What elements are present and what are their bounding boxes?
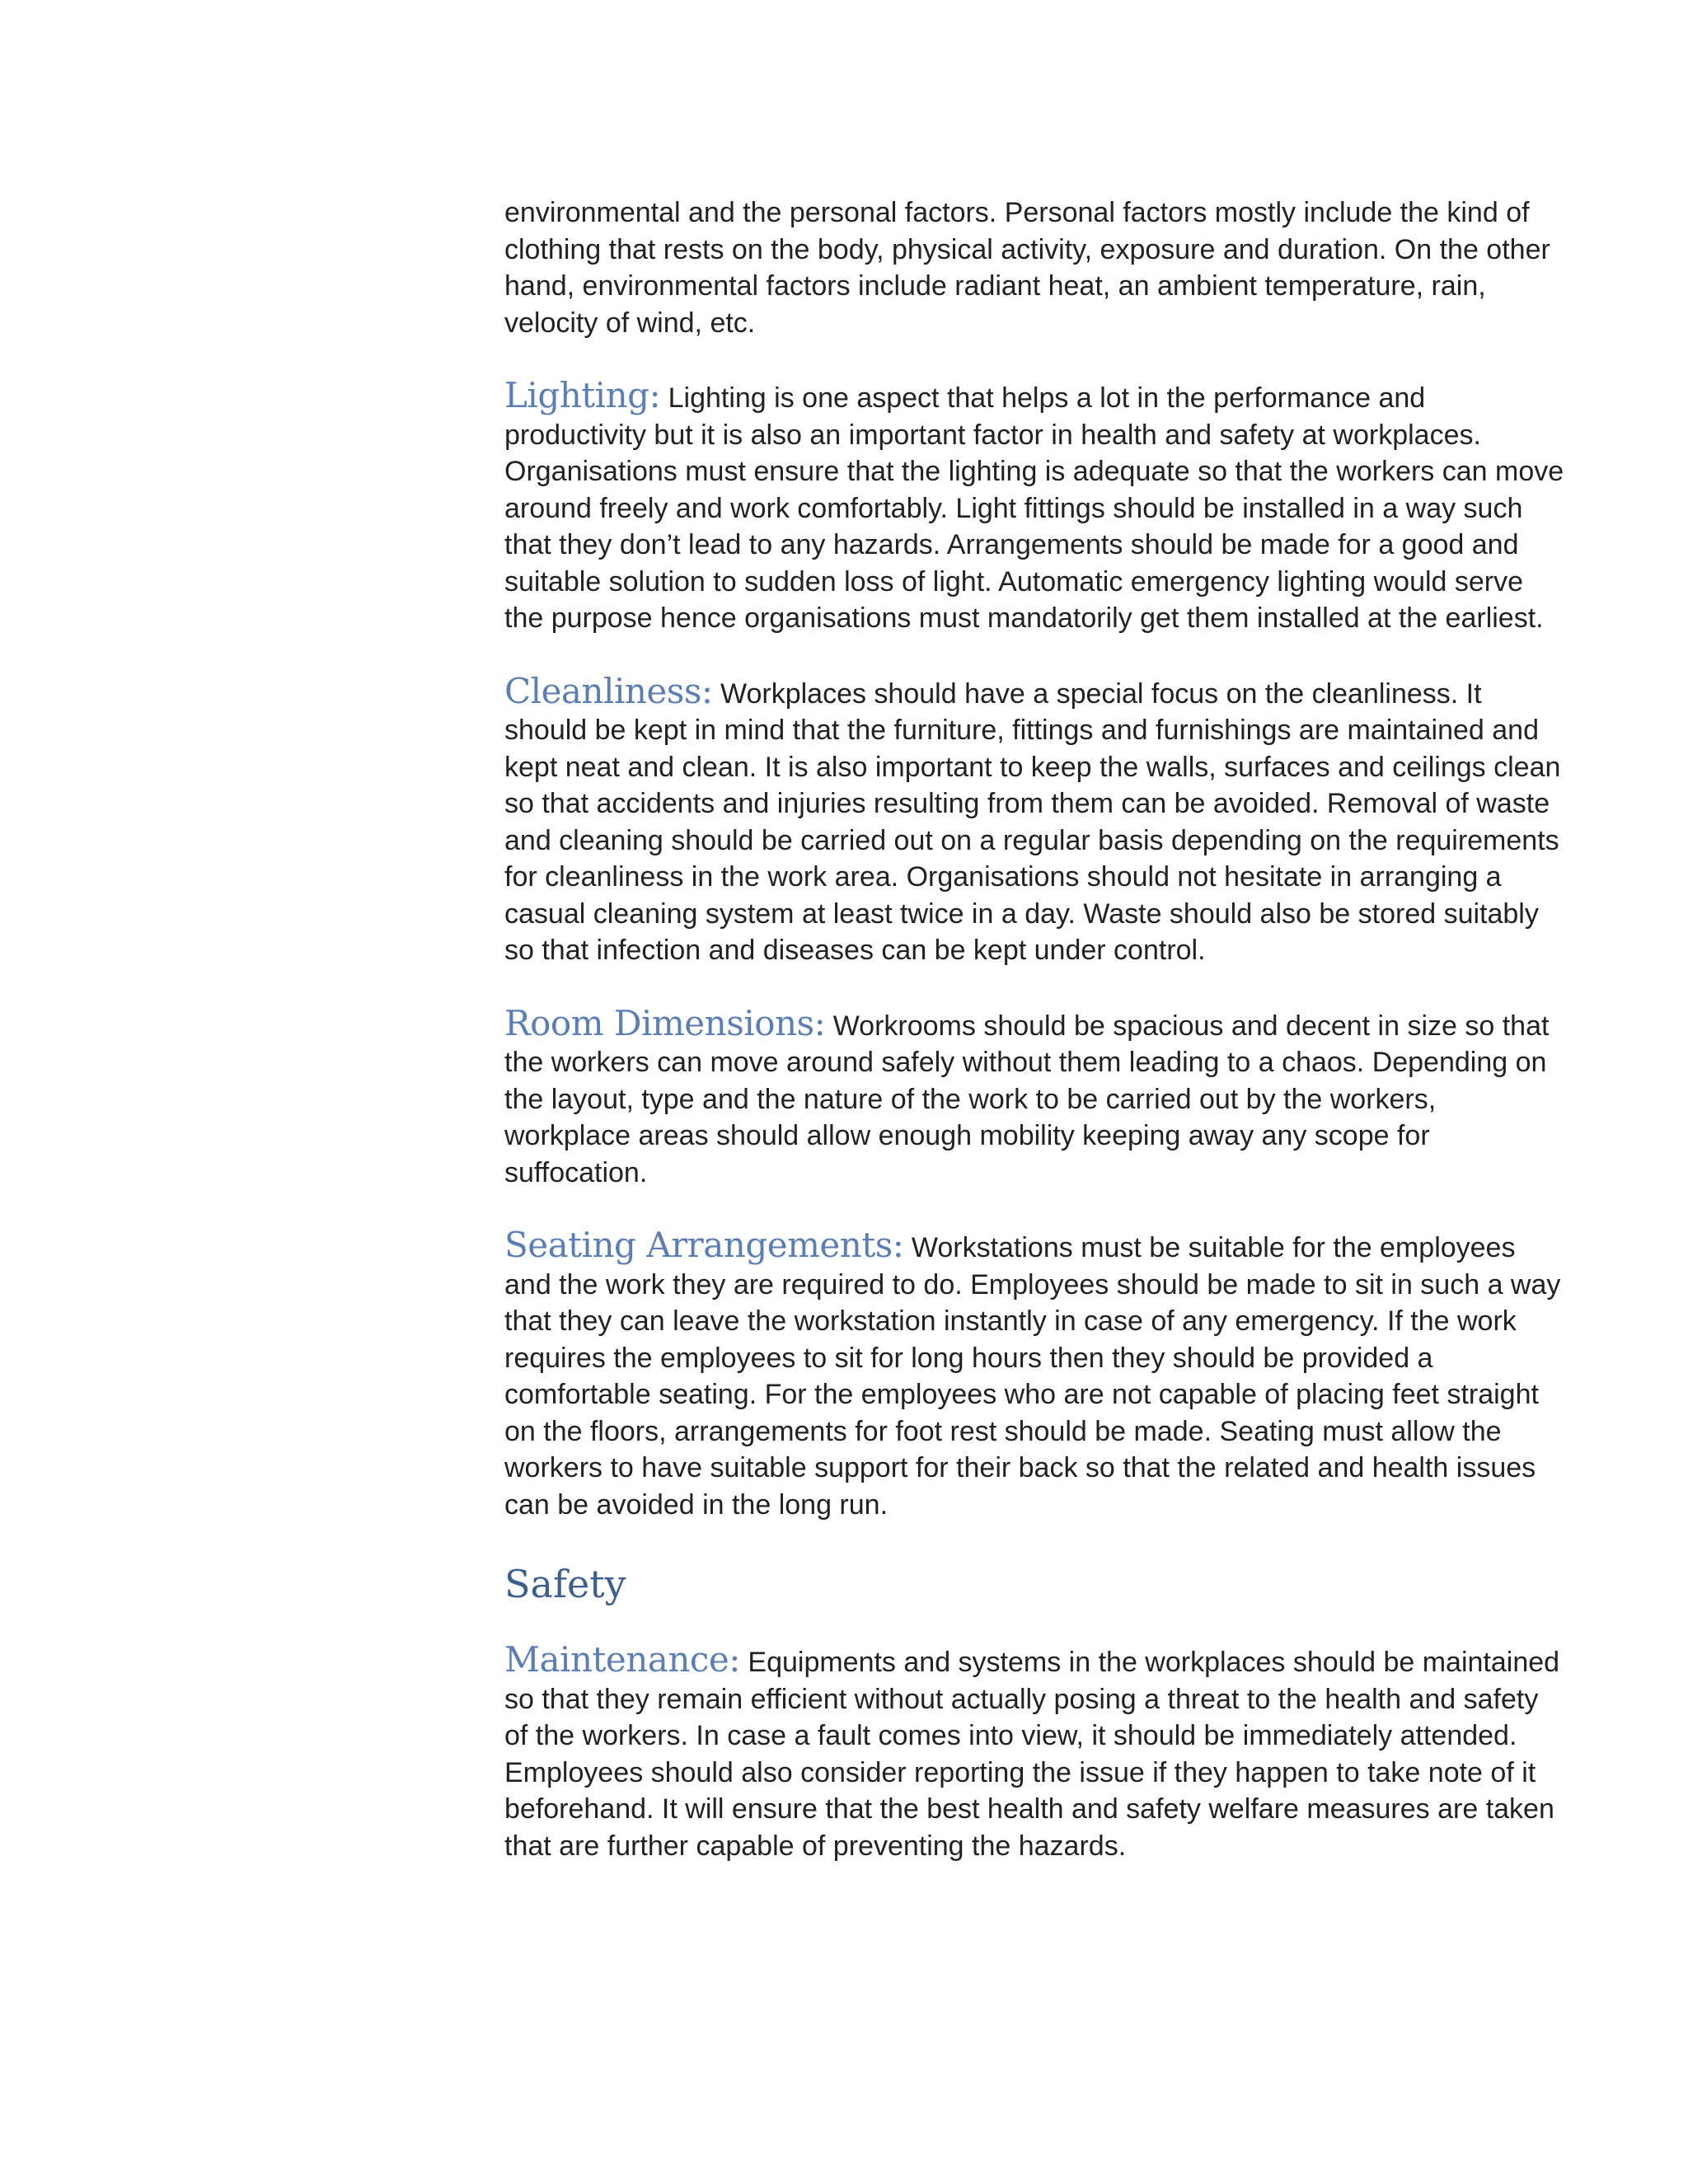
maintenance-paragraph	[504, 1639, 1568, 1864]
intro-paragraph	[504, 194, 1568, 341]
seating-arrangements-term: Seating Arrangements:	[504, 1225, 904, 1265]
maintenance-text: Equipments and systems in the workplaces should be maintained so that they remain efficient without actually posing a threat to the health and safety of the workers. In case a fault comes into view, it should be immediately attended. Employees should also consider reporting the issue if they happen to take note of it beforehand. It will ensure that the best health and safety welfare measures are taken that are further capable of preventing the hazards.	[504, 1647, 1560, 1862]
intro-text: environmental and the personal factors. Personal factors mostly include the kind of clothing that rests on the body, physical activity, exposure and duration. On the other hand, environmental factors include radiant heat, an ambient temperature, rain, velocity of wind, etc.	[504, 197, 1550, 339]
lighting-text: Lighting is one aspect that helps a lot in the performance and productivity but it is also an important factor in health and safety at workplaces. Organisations must ensure that the lighting is adequate so that the workers can move around freely and work comfortably. Light fittings should be installed in a way such that they don’t lead to any hazards. Arrangements should be made for a good and suitable solution to sudden loss of light. Automatic emergency lighting would serve the purpose hence organisations must mandatorily get them installed at the earliest.	[504, 382, 1564, 634]
seating-arrangements-text: Workstations must be suitable for the employees and the work they are required to do. Employees should be made to sit in such a way that they can leave the workstation instantly in case of any emergency. If the work requires the employees to sit for long hours then they should be provided a comfortable seating. For the employees who are not capable of placing feet straight on the floors, arrangements for foot rest should be made. Seating must allow the workers to have suitable support for their back so that the related and health issues can be avoided in the long run.	[504, 1232, 1561, 1521]
lighting-paragraph	[504, 377, 1568, 637]
seating-arrangements-paragraph	[504, 1227, 1568, 1523]
room-dimensions-term: Room Dimensions:	[504, 1002, 826, 1043]
cleanliness-term: Cleanliness:	[504, 670, 713, 711]
cleanliness-text: Workplaces should have a special focus on the cleanliness. It should be kept in mind that the furniture, fittings and furnishings are maintained and kept neat and clean. It is also important to keep the walls, surfaces and ceilings clean so that accidents and injuries resulting from them can be avoided. Removal of waste and cleaning should be carried out on a regular basis depending on the requirements for cleanliness in the work area. Organisations should not hesitate in arranging a casual cleaning system at least twice in a day. Waste should also be stored suitably so that infection and diseases can be kept under control.	[504, 677, 1561, 966]
room-dimensions-text: Workrooms should be spacious and decent in size so that the workers can move around safely without them leading to a chaos. Depending on the layout, type and the nature of the work to be carried out by the workers, workplace areas should allow enough mobility keeping away any scope for suffocation.	[504, 1010, 1550, 1188]
safety-heading: Safety	[504, 1562, 626, 1606]
cleanliness-paragraph	[504, 670, 1568, 969]
lighting-term: Lighting:	[504, 375, 661, 415]
document-page	[504, 194, 1568, 1900]
maintenance-term: Maintenance:	[504, 1639, 740, 1680]
room-dimensions-paragraph	[504, 1002, 1568, 1192]
